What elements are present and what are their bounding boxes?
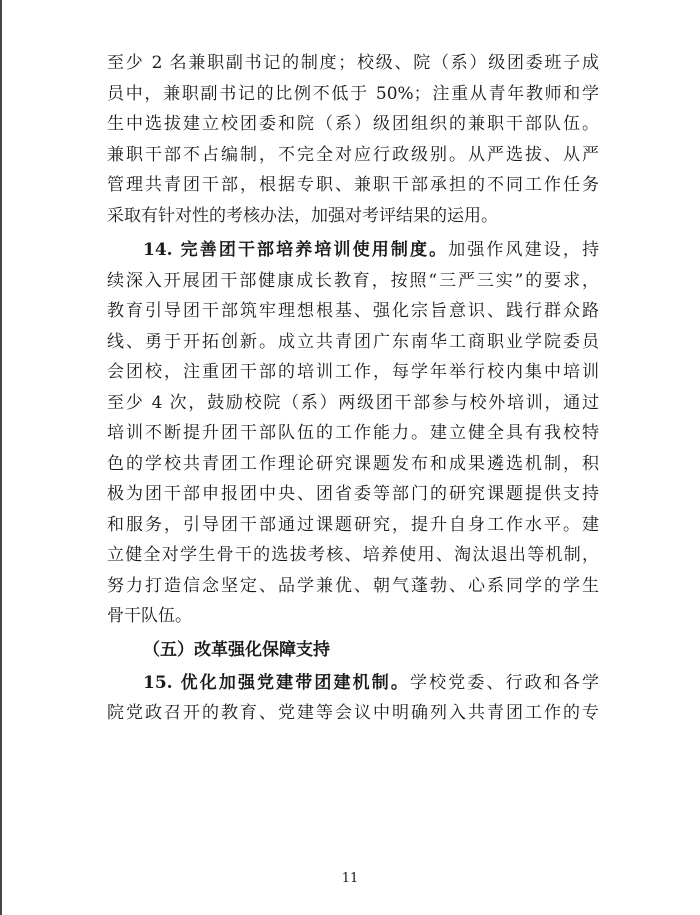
item-14-first-line: 加强作风建设，持 [448,240,599,260]
page-left-edge [0,0,2,915]
text-line: 至少 2 名兼职副书记的制度；校级、院（系）级团委班子成 [107,53,599,73]
item-14-title: 14. 完善团干部培养培训使用制度。 [143,240,449,260]
page-number: 11 [341,871,359,886]
document-page [107,48,599,729]
text-line [107,668,599,699]
item-15-first-line: 学校党委、行政和各学 [409,672,600,693]
text-line: 生中选拔建立校团委和院（系）级团组织的兼职干部队伍。 [107,114,599,134]
paragraph-item-14 [107,235,599,632]
text-line: 教育引导团干部筑牢理想根基、强化宗旨意识、践行群众路 [107,301,599,321]
text-line: 立健全对学生骨干的选拔考核、培养使用、淘汰退出等机制， [107,545,599,565]
text-line: 培训不断提升团干部队伍的工作能力。建立健全具有我校特 [107,423,599,443]
paragraph-item-15 [107,668,599,729]
text-line [107,235,599,266]
paragraph-cadre-system [107,48,599,231]
text-line: 续深入开展团干部健康成长教育，按照“三严三实”的要求， [107,270,599,291]
text-line: 线、勇于开拓创新。成立共青团广东南华工商职业学院委员 [107,331,599,352]
text-line: 努力打造信念坚定、品学兼优、朝气蓬勃、心系同学的学生 [107,575,599,596]
item-15-title: 15. 优化加强党建带团建机制。 [143,672,410,693]
text-line: 员中，兼职副书记的比例不低于 50%；注重从青年教师和学 [107,83,599,104]
text-line: 兼职干部不占编制，不完全对应行政级别。从严选拔、从严 [107,144,599,165]
text-line: 极为团干部申报团中央、团省委等部门的研究课题提供支持 [107,484,599,504]
text-line: 院党政召开的教育、党建等会议中明确列入共青团工作的专 [107,703,599,723]
text-line: 骨干队伍。 [107,606,192,626]
text-line: 管理共青团干部，根据专职、兼职干部承担的不同工作任务 [107,175,599,195]
text-line: 至少 4 次，鼓励校院（系）两级团干部参与校外培训，通过 [107,392,599,413]
section-heading: （五）改革强化保障支持 [143,639,330,660]
text-line: 色的学校共青团工作理论研究课题发布和成果遴选机制，积 [107,453,599,474]
text-line: 采取有针对性的考核办法，加强对考评结果的运用。 [107,205,498,226]
text-line: 和服务，引导团干部通过课题研究，提升自身工作水平。建 [107,514,599,535]
text-line: 会团校，注重团干部的培训工作，每学年举行校内集中培训 [107,362,599,382]
